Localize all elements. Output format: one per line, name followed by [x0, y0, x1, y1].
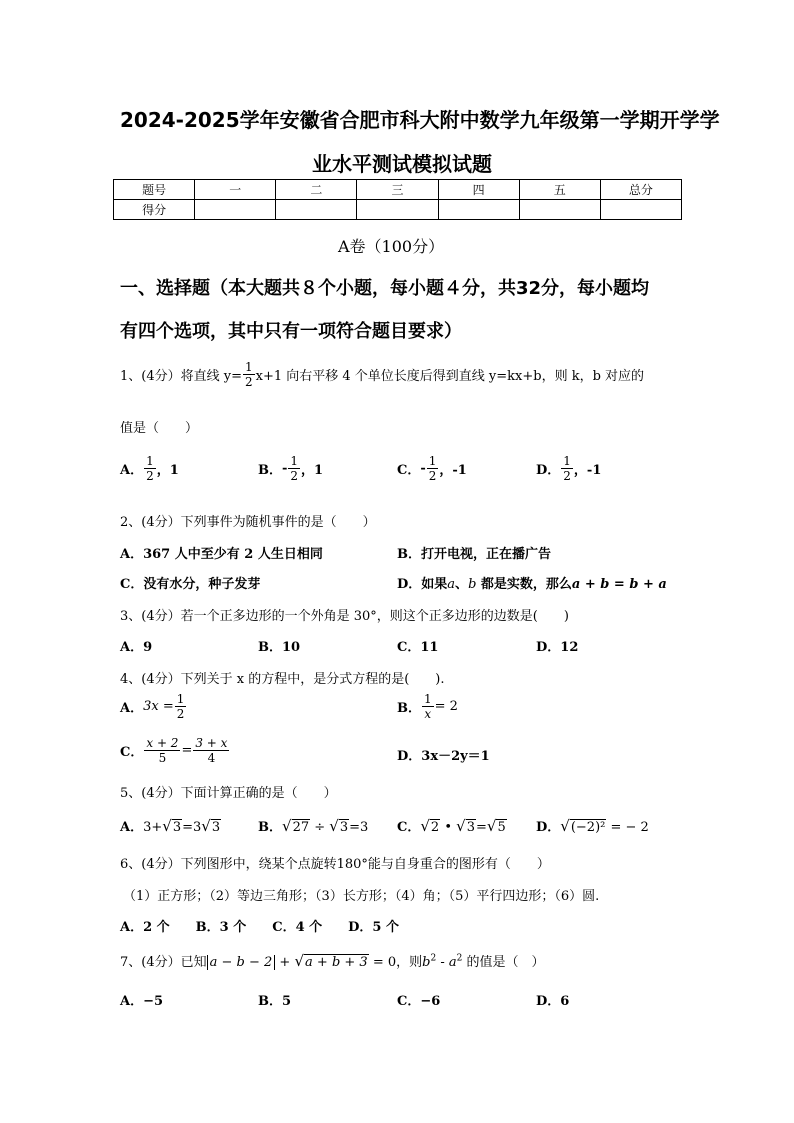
question-3-stem: 3、(4分）若一个正多边形的一个外角是 30°，则这个正多边形的边数是( ) — [120, 609, 569, 624]
score-table-cell: 得分 — [114, 200, 195, 220]
option-label: A． — [120, 701, 144, 716]
math-expression: • — [440, 820, 457, 835]
radicand: (−2)² — [570, 820, 606, 835]
score-table-score-row — [114, 200, 682, 220]
question-1-stem — [120, 360, 644, 389]
math-expression: =3 — [349, 820, 369, 835]
option-label: D． — [536, 463, 561, 478]
option-label: C． — [397, 463, 421, 478]
variable-a: a — [448, 955, 457, 970]
score-table — [113, 179, 682, 220]
exponent: 2 — [456, 953, 463, 964]
question-1-option-a[interactable] — [120, 454, 179, 483]
question-5-option-b[interactable] — [258, 816, 368, 835]
score-input-cell[interactable] — [519, 200, 600, 220]
option-text: 、 — [455, 577, 469, 592]
math-expression: ÷ — [310, 820, 330, 835]
section-heading-line2: 有四个选项，其中只有一项符合题目要求） — [120, 321, 462, 342]
option-tail: ，1 — [301, 463, 324, 478]
fraction-denominator: 2 — [290, 469, 299, 483]
question-2-option-b[interactable]: B．打开电视，正在播广告 — [397, 547, 551, 562]
score-input-cell[interactable] — [276, 200, 357, 220]
question-6-options[interactable]: A．2 个 B．3 个 C．4 个 D．5 个 — [120, 920, 399, 935]
variable-b: b — [468, 577, 477, 592]
math-expression: + — [275, 955, 295, 970]
question-1-rest: x+1 向右平移 4 个单位长度后得到直线 y=kx+b，则 k，b 对应的 — [255, 369, 645, 384]
fraction — [288, 454, 300, 483]
question-4-option-a[interactable] — [120, 692, 187, 721]
question-6-line2: （1）正方形；（2）等边三角形；（3）长方形；（4）角；（5）平行四边形；（6）圆. — [123, 889, 600, 904]
variable-b: b — [422, 955, 431, 970]
question-7-option-b[interactable]: B．5 — [258, 994, 292, 1009]
question-7-option-a[interactable]: A．−5 — [120, 994, 164, 1009]
question-4-option-b[interactable] — [397, 692, 458, 721]
score-input-cell[interactable] — [357, 200, 438, 220]
option-tail: ，1 — [156, 463, 179, 478]
fraction-numerator: 1 — [146, 454, 154, 468]
math-expression: = 2 — [434, 699, 458, 714]
question-4-option-d[interactable]: D．3x－2y＝1 — [397, 749, 490, 764]
option-label: B． — [397, 701, 421, 716]
fraction-numerator: x + 2 — [146, 736, 179, 750]
score-table-cell: 总分 — [600, 180, 681, 200]
fraction — [422, 692, 434, 721]
question-4-option-c[interactable] — [120, 736, 230, 765]
score-table-cell: 题号 — [114, 180, 195, 200]
score-input-cell[interactable] — [438, 200, 519, 220]
fraction-numerator: 1 — [176, 692, 185, 706]
section-heading-line1: 一、选择题（本大题共８个小题，每小题４分，共32分，每小题均 — [120, 278, 650, 299]
option-sign: - — [420, 461, 426, 476]
option-text: 都是实数，那么 — [476, 577, 572, 592]
fraction-denominator: 2 — [428, 469, 437, 483]
fraction — [561, 454, 573, 483]
question-2-stem: 2、(4分）下列事件为随机事件的是（ ） — [120, 515, 376, 530]
exam-title-line2: 业水平测试模拟试题 — [312, 152, 492, 176]
question-7-tail: 的值是（ ） — [462, 955, 545, 970]
fraction-numerator: 3 + x — [195, 736, 228, 750]
question-1-option-d[interactable] — [536, 454, 601, 483]
option-label: B． — [258, 463, 282, 478]
fraction — [175, 692, 187, 721]
math-expression: a + b = b + a — [571, 577, 667, 592]
radicand: 2 — [430, 820, 440, 835]
fraction-denominator: 2 — [176, 707, 185, 721]
radicand: 3 — [172, 820, 182, 835]
fraction — [243, 360, 255, 389]
option-label: A． — [120, 820, 144, 835]
score-input-cell[interactable] — [600, 200, 681, 220]
math-expression: = — [181, 743, 193, 758]
question-5-option-c[interactable] — [397, 816, 507, 835]
fraction-numerator: 1 — [424, 692, 432, 706]
question-2-option-a[interactable]: A．367 人中至少有 2 人生日相同 — [120, 547, 323, 562]
fraction-denominator: 5 — [158, 751, 167, 765]
exponent: 2 — [430, 953, 437, 964]
radicand: 3 — [211, 820, 221, 835]
radical-sign: √ — [282, 817, 292, 835]
question-1-prefix: 1、(4分）将直线 y= — [120, 369, 242, 384]
question-1-option-b[interactable] — [258, 454, 323, 483]
question-7-option-c[interactable]: C．−6 — [397, 994, 441, 1009]
fraction — [144, 736, 180, 765]
fraction-numerator: 1 — [244, 360, 253, 374]
radicand: 3 — [466, 820, 475, 835]
math-expression: 3x = — [143, 699, 174, 714]
question-2-option-c[interactable]: C．没有水分，种子发芽 — [120, 577, 261, 592]
exam-title-line1: 2024-2025学年安徽省合肥市科大附中数学九年级第一学期开学学 — [120, 108, 720, 132]
fraction-denominator: 2 — [563, 469, 571, 483]
score-table-cell: 二 — [276, 180, 357, 200]
question-1-line2: 值是（ ） — [120, 421, 199, 436]
fraction-numerator: 1 — [428, 454, 437, 468]
question-1-option-c[interactable] — [397, 454, 467, 483]
question-3-option-c[interactable]: C．11 — [397, 640, 439, 655]
radical-sign: √ — [329, 817, 339, 835]
math-expression: = − 2 — [606, 820, 649, 835]
option-label: D． — [536, 820, 561, 835]
math-expression: = 0，则 — [368, 955, 423, 970]
score-table-cell: 四 — [438, 180, 519, 200]
fraction-numerator: 1 — [563, 454, 571, 468]
radicand: 5 — [497, 820, 506, 835]
fraction — [193, 736, 229, 765]
radical-sign: √ — [201, 817, 211, 835]
score-input-cell[interactable] — [195, 200, 276, 220]
question-5-stem: 5、(4分）下面计算正确的是（ ） — [120, 786, 337, 801]
radical-sign: √ — [560, 817, 570, 835]
math-expression: =3 — [182, 820, 202, 835]
question-7-stem — [120, 951, 545, 970]
question-3-option-b[interactable]: B．10 — [258, 640, 301, 655]
radical-sign: √ — [294, 952, 305, 970]
option-label: C． — [120, 745, 144, 760]
option-label: C． — [397, 820, 421, 835]
question-3-option-a[interactable]: A．9 — [120, 640, 153, 655]
option-tail: ，-1 — [573, 463, 602, 478]
question-6-stem: 6、(4分）下列图形中，绕某个点旋转180°能与自身重合的图形有（ ） — [120, 857, 550, 872]
question-5-option-a[interactable] — [120, 816, 221, 835]
radical-sign: √ — [420, 817, 430, 835]
math-expression: = — [475, 820, 487, 835]
option-tail: ，-1 — [439, 463, 467, 478]
score-table-header-row — [114, 180, 682, 200]
score-table-cell: 五 — [519, 180, 600, 200]
option-sign: - — [282, 461, 288, 476]
math-expression: 3+ — [143, 820, 163, 835]
fraction-denominator: 4 — [207, 751, 216, 765]
fraction-numerator: 1 — [290, 454, 299, 468]
radical-sign: √ — [486, 817, 497, 835]
absolute-value: a − b − 2 — [207, 955, 276, 970]
radical-sign: √ — [162, 817, 172, 835]
question-2-option-d[interactable] — [397, 573, 667, 592]
fraction — [427, 454, 439, 483]
question-3-option-d[interactable]: D．12 — [536, 640, 579, 655]
radical-sign: √ — [456, 817, 466, 835]
question-5-option-d[interactable] — [536, 816, 649, 835]
volume-heading: A卷（100分） — [338, 237, 445, 256]
option-label: B． — [258, 820, 282, 835]
option-label: A． — [120, 463, 144, 478]
score-table-cell: 一 — [195, 180, 276, 200]
radicand: 3 — [339, 820, 349, 835]
fraction — [144, 454, 156, 483]
fraction-denominator: 2 — [244, 375, 253, 389]
radicand: 27 — [292, 820, 310, 835]
radicand: a + b + 3 — [305, 955, 368, 970]
question-4-stem: 4、(4分）下列关于 x 的方程中，是分式方程的是( ). — [120, 672, 445, 687]
fraction-denominator: x — [424, 707, 432, 721]
math-expression: - — [436, 955, 449, 970]
fraction-denominator: 2 — [146, 469, 154, 483]
question-7-prefix: 7、(4分）已知 — [120, 955, 207, 970]
option-text: D．如果 — [397, 577, 448, 592]
score-table-cell: 三 — [357, 180, 438, 200]
variable-a: a — [447, 577, 456, 592]
question-7-option-d[interactable]: D．6 — [536, 994, 570, 1009]
